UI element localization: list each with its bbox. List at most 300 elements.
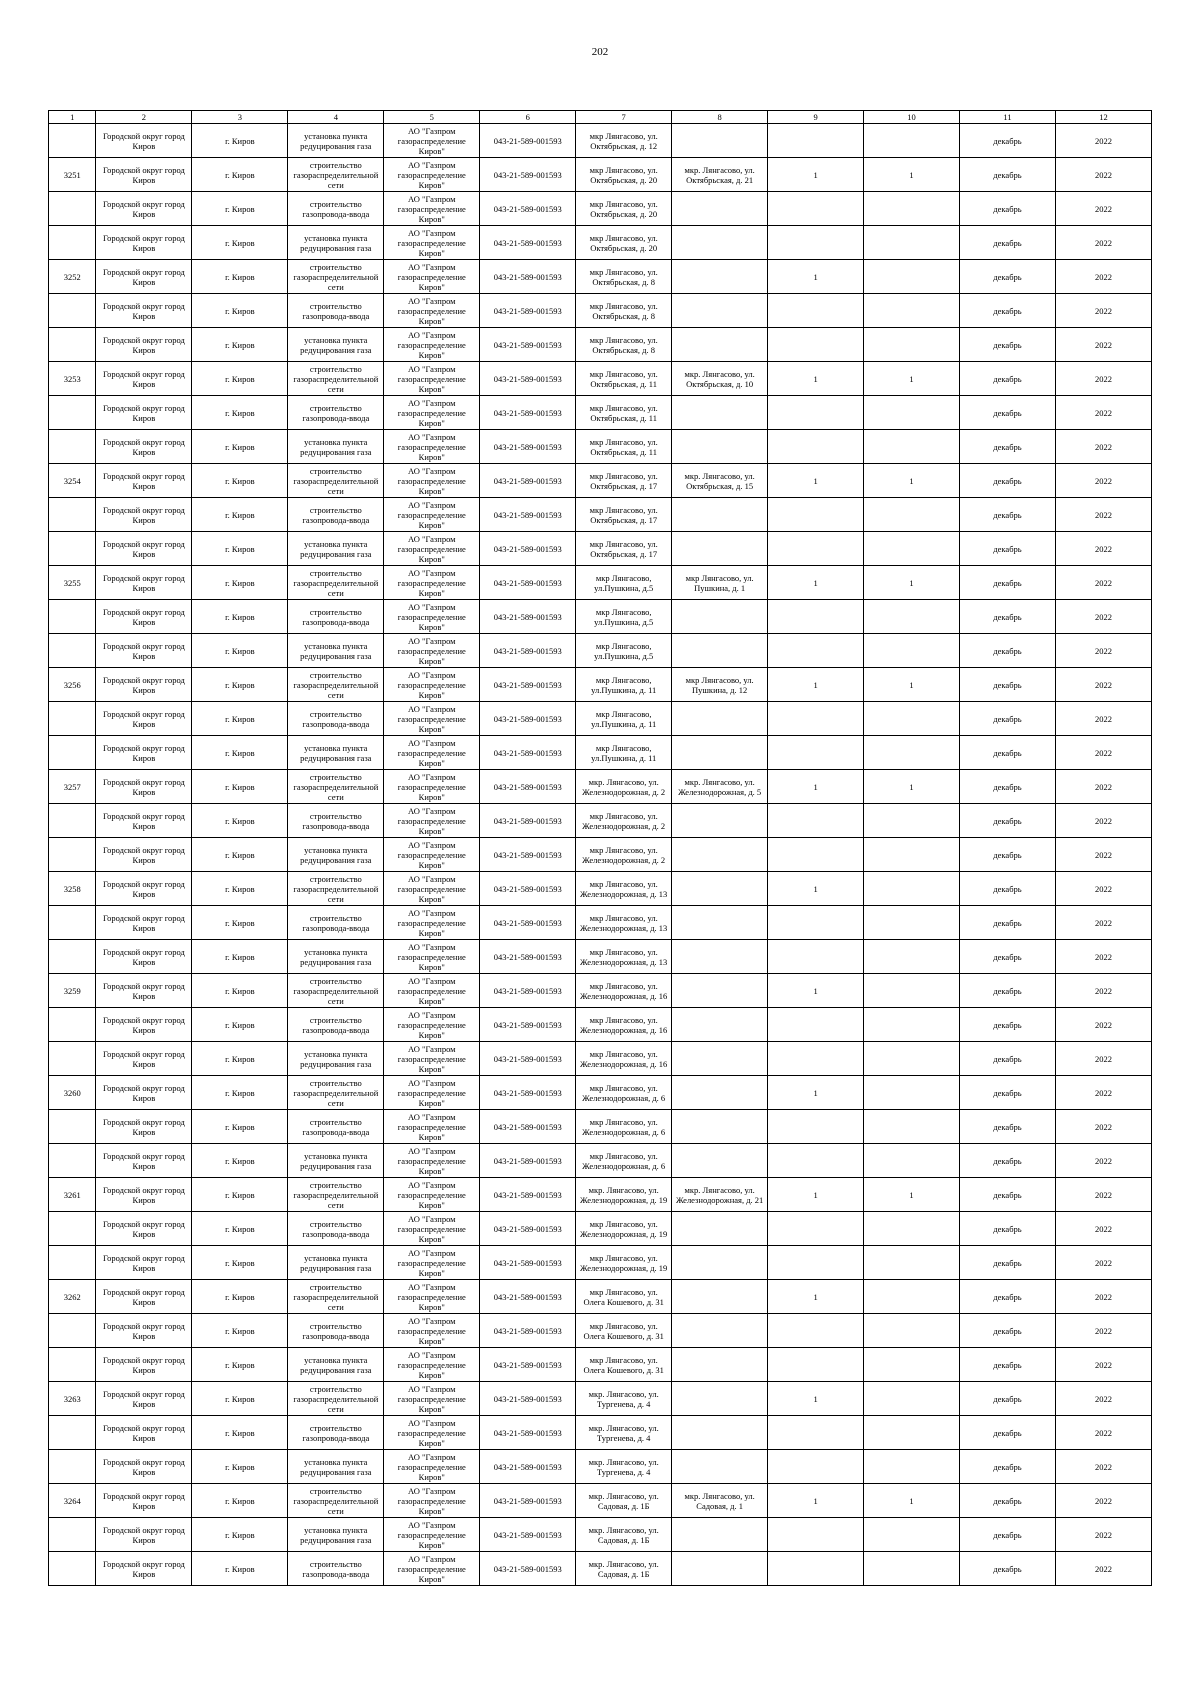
table-cell-col-10 xyxy=(864,974,960,1008)
cell-text: декабрь xyxy=(993,305,1022,316)
cell-text: г. Киров xyxy=(225,1223,255,1234)
cell-text: Городской округ город Киров xyxy=(102,606,185,627)
table-cell-col-6 xyxy=(480,124,576,158)
table-cell-col-5 xyxy=(384,1450,480,1484)
cell-text: строительство газопровода-ввода xyxy=(302,300,370,321)
cell-text: 043-21-589-001593 xyxy=(493,1291,562,1302)
table-cell-col-1 xyxy=(49,634,96,668)
cell-text: Городской округ город Киров xyxy=(102,1286,185,1307)
table-cell-col-10 xyxy=(864,396,960,430)
table-cell-col-7 xyxy=(576,1484,672,1518)
table-cell-col-4 xyxy=(288,1042,384,1076)
table-cell-col-7 xyxy=(576,940,672,974)
table-cell-col-5 xyxy=(384,464,480,498)
column-header-10: 10 xyxy=(864,111,960,124)
table-cell-col-2 xyxy=(96,634,192,668)
cell-text: Городской округ город Киров xyxy=(102,674,185,695)
table-cell-col-5 xyxy=(384,974,480,1008)
cell-text: 1 xyxy=(813,373,818,384)
cell-text: 043-21-589-001593 xyxy=(493,985,562,996)
table-cell-col-11 xyxy=(960,498,1056,532)
cell-text: АО "Газпром газораспределение Киров" xyxy=(397,771,466,802)
cell-text: 2022 xyxy=(1094,237,1112,248)
table-cell-col-12 xyxy=(1055,838,1151,872)
cell-text: декабрь xyxy=(993,1155,1022,1166)
table-cell-col-1 xyxy=(49,226,96,260)
table-cell-col-2 xyxy=(96,1076,192,1110)
table-cell-col-2 xyxy=(96,328,192,362)
table-cell-col-7 xyxy=(576,906,672,940)
table-cell-col-9 xyxy=(768,192,864,226)
table-cell-col-9 xyxy=(768,566,864,600)
table-cell-col-7 xyxy=(576,1178,672,1212)
cell-text: 043-21-589-001593 xyxy=(493,1019,562,1030)
cell-text: мкр Лянгасово, ул. Олега Кошевого, д. 31 xyxy=(583,1320,664,1341)
cell-text: 1 xyxy=(813,169,818,180)
cell-text: АО "Газпром газораспределение Киров" xyxy=(397,533,466,564)
cell-text: мкр. Лянгасово, ул. Тургенева, д. 4 xyxy=(588,1456,659,1477)
cell-text: мкр Лянгасово, ул. Октябрьская, д. 12 xyxy=(589,130,658,151)
cell-text: Городской округ город Киров xyxy=(102,1252,185,1273)
cell-text: 043-21-589-001593 xyxy=(493,543,562,554)
cell-text: 2022 xyxy=(1094,781,1112,792)
table-cell-col-1 xyxy=(49,430,96,464)
cell-text: АО "Газпром газораспределение Киров" xyxy=(397,567,466,598)
cell-text: мкр Лянгасово, ул. Октябрьская, д. 8 xyxy=(589,334,658,355)
gas-network-table xyxy=(48,110,1152,1586)
table-cell-col-11 xyxy=(960,1280,1056,1314)
cell-text: 043-21-589-001593 xyxy=(493,135,562,146)
table-row xyxy=(49,464,1152,498)
cell-text: мкр. Лянгасово, ул. Тургенева, д. 4 xyxy=(588,1422,659,1443)
table-cell-col-1 xyxy=(49,1314,96,1348)
table-cell-col-1 xyxy=(49,1076,96,1110)
table-cell-col-12 xyxy=(1055,396,1151,430)
table-cell-col-11 xyxy=(960,260,1056,294)
table-cell-col-4 xyxy=(288,1450,384,1484)
table-cell-col-4 xyxy=(288,668,384,702)
cell-text: г. Киров xyxy=(225,1393,255,1404)
table-cell-col-7 xyxy=(576,430,672,464)
table-cell-col-12 xyxy=(1055,872,1151,906)
table-cell-col-8 xyxy=(672,838,768,872)
column-header-12: 12 xyxy=(1055,111,1151,124)
cell-text: мкр. Лянгасово, ул. Садовая, д. 1Б xyxy=(588,1558,659,1579)
table-cell-col-8 xyxy=(672,1280,768,1314)
cell-text: декабрь xyxy=(993,373,1022,384)
table-cell-col-7 xyxy=(576,736,672,770)
table-row xyxy=(49,158,1152,192)
table-cell-col-6 xyxy=(480,634,576,668)
table-cell-col-6 xyxy=(480,906,576,940)
table-cell-col-7 xyxy=(576,1144,672,1178)
cell-text: АО "Газпром газораспределение Киров" xyxy=(397,1145,466,1176)
table-cell-col-4 xyxy=(288,1518,384,1552)
cell-text: 1 xyxy=(909,169,914,180)
cell-text: декабрь xyxy=(993,1495,1022,1506)
table-cell-col-6 xyxy=(480,1552,576,1586)
cell-text: АО "Газпром газораспределение Киров" xyxy=(397,261,466,292)
cell-text: строительство газораспределительной сети xyxy=(293,1077,379,1108)
cell-text: мкр. Лянгасово, ул. Тургенева, д. 4 xyxy=(588,1388,659,1409)
table-cell-col-1 xyxy=(49,158,96,192)
cell-text: 043-21-589-001593 xyxy=(493,611,562,622)
table-cell-col-3 xyxy=(192,1484,288,1518)
cell-text: 2022 xyxy=(1094,441,1112,452)
table-cell-col-2 xyxy=(96,226,192,260)
column-header-6: 6 xyxy=(480,111,576,124)
table-cell-col-6 xyxy=(480,430,576,464)
table-cell-col-2 xyxy=(96,1110,192,1144)
cell-text: г. Киров xyxy=(225,917,255,928)
table-cell-col-4 xyxy=(288,192,384,226)
table-cell-col-10 xyxy=(864,804,960,838)
cell-text: АО "Газпром газораспределение Киров" xyxy=(397,159,466,190)
cell-text: 1 xyxy=(813,271,818,282)
cell-text: 043-21-589-001593 xyxy=(493,781,562,792)
table-cell-col-6 xyxy=(480,294,576,328)
table-cell-col-6 xyxy=(480,940,576,974)
cell-text: АО "Газпром газораспределение Киров" xyxy=(397,295,466,326)
cell-text: декабрь xyxy=(993,1393,1022,1404)
cell-text: мкр Лянгасово, ул. Железнодорожная, д. 16 xyxy=(580,1048,668,1069)
table-cell-col-12 xyxy=(1055,1382,1151,1416)
table-cell-col-4 xyxy=(288,1144,384,1178)
table-cell-col-10 xyxy=(864,1416,960,1450)
table-cell-col-2 xyxy=(96,566,192,600)
table-cell-col-4 xyxy=(288,736,384,770)
cell-text: 043-21-589-001593 xyxy=(493,1189,562,1200)
table-cell-col-3 xyxy=(192,566,288,600)
table-cell-col-4 xyxy=(288,294,384,328)
cell-text: 043-21-589-001593 xyxy=(493,237,562,248)
table-cell-col-10 xyxy=(864,1280,960,1314)
cell-text: 043-21-589-001593 xyxy=(493,203,562,214)
table-cell-col-12 xyxy=(1055,260,1151,294)
cell-text: г. Киров xyxy=(225,1495,255,1506)
table-cell-col-1 xyxy=(49,1280,96,1314)
table-cell-col-3 xyxy=(192,736,288,770)
cell-text: г. Киров xyxy=(225,1257,255,1268)
table-cell-col-11 xyxy=(960,634,1056,668)
cell-text: 2022 xyxy=(1094,1393,1112,1404)
cell-text: 2022 xyxy=(1094,577,1112,588)
table-cell-col-4 xyxy=(288,1246,384,1280)
table-cell-col-2 xyxy=(96,668,192,702)
table-cell-col-6 xyxy=(480,532,576,566)
table-cell-col-3 xyxy=(192,124,288,158)
column-header-1: 1 xyxy=(49,111,96,124)
table-cell-col-11 xyxy=(960,1246,1056,1280)
cell-text: мкр Лянгасово, ул. Октябрьская, д. 8 xyxy=(589,266,658,287)
cell-text: 2022 xyxy=(1094,475,1112,486)
table-cell-col-4 xyxy=(288,464,384,498)
table-cell-col-4 xyxy=(288,1484,384,1518)
cell-text: мкр Лянгасово, ул. Октябрьская, д. 11 xyxy=(589,402,658,423)
table-cell-col-1 xyxy=(49,566,96,600)
cell-text: 043-21-589-001593 xyxy=(493,747,562,758)
table-cell-col-3 xyxy=(192,1416,288,1450)
table-cell-col-1 xyxy=(49,498,96,532)
table-cell-col-9 xyxy=(768,124,864,158)
cell-text: АО "Газпром газораспределение Киров" xyxy=(397,1519,466,1550)
cell-text: 2022 xyxy=(1094,1461,1112,1472)
cell-text: Городской округ город Киров xyxy=(102,1014,185,1035)
table-cell-col-2 xyxy=(96,974,192,1008)
cell-text: мкр Лянгасово, ул. Железнодорожная, д. 16 xyxy=(580,980,668,1001)
table-cell-col-12 xyxy=(1055,328,1151,362)
cell-text: 2022 xyxy=(1094,373,1112,384)
table-cell-col-2 xyxy=(96,1144,192,1178)
table-cell-col-4 xyxy=(288,1348,384,1382)
table-cell-col-6 xyxy=(480,1382,576,1416)
cell-text: декабрь xyxy=(993,475,1022,486)
table-cell-col-3 xyxy=(192,396,288,430)
cell-text: АО "Газпром газораспределение Киров" xyxy=(397,1281,466,1312)
cell-text: декабрь xyxy=(993,1427,1022,1438)
table-cell-col-2 xyxy=(96,736,192,770)
table-cell-col-1 xyxy=(49,1552,96,1586)
cell-text: Городской округ город Киров xyxy=(102,912,185,933)
table-cell-col-3 xyxy=(192,1246,288,1280)
cell-text: 2022 xyxy=(1094,951,1112,962)
cell-text: г. Киров xyxy=(225,645,255,656)
table-cell-col-11 xyxy=(960,1212,1056,1246)
cell-text: 043-21-589-001593 xyxy=(493,679,562,690)
table-cell-col-2 xyxy=(96,1314,192,1348)
table-cell-col-5 xyxy=(384,1518,480,1552)
cell-text: строительство газораспределительной сети xyxy=(293,159,379,190)
table-cell-col-12 xyxy=(1055,1416,1151,1450)
cell-text: мкр Лянгасово, ул.Пушкина, д.5 xyxy=(594,606,654,627)
table-cell-col-10 xyxy=(864,328,960,362)
table-cell-col-1 xyxy=(49,1110,96,1144)
cell-text: АО "Газпром газораспределение Киров" xyxy=(397,1451,466,1482)
table-cell-col-12 xyxy=(1055,974,1151,1008)
table-row xyxy=(49,1314,1152,1348)
table-cell-col-6 xyxy=(480,872,576,906)
cell-text: 043-21-589-001593 xyxy=(493,645,562,656)
table-cell-col-6 xyxy=(480,1450,576,1484)
table-cell-col-4 xyxy=(288,634,384,668)
table-cell-col-9 xyxy=(768,1314,864,1348)
table-cell-col-1 xyxy=(49,974,96,1008)
table-cell-col-9 xyxy=(768,634,864,668)
table-cell-col-9 xyxy=(768,906,864,940)
table-cell-col-4 xyxy=(288,906,384,940)
table-cell-col-12 xyxy=(1055,1484,1151,1518)
cell-text: 2022 xyxy=(1094,815,1112,826)
cell-text: мкр. Лянгасово, ул. Садовая, д. 1 xyxy=(684,1490,755,1511)
table-cell-col-3 xyxy=(192,498,288,532)
cell-text: мкр. Лянгасово, ул. Железнодорожная, д. 21 xyxy=(675,1184,764,1205)
cell-text: декабрь xyxy=(993,1529,1022,1540)
table-cell-col-12 xyxy=(1055,192,1151,226)
table-cell-col-4 xyxy=(288,260,384,294)
table-cell-col-9 xyxy=(768,1246,864,1280)
cell-text: декабрь xyxy=(993,985,1022,996)
table-cell-col-1 xyxy=(49,1416,96,1450)
cell-text: г. Киров xyxy=(225,1291,255,1302)
table-cell-col-7 xyxy=(576,260,672,294)
cell-text: декабрь xyxy=(993,1087,1022,1098)
table-cell-col-3 xyxy=(192,328,288,362)
table-cell-col-2 xyxy=(96,1042,192,1076)
cell-text: АО "Газпром газораспределение Киров" xyxy=(397,1077,466,1108)
table-cell-col-8 xyxy=(672,294,768,328)
cell-text: 3259 xyxy=(63,985,81,996)
table-cell-col-4 xyxy=(288,498,384,532)
cell-text: мкр Лянгасово, ул. Железнодорожная, д. 6 xyxy=(582,1150,666,1171)
cell-text: Городской округ город Киров xyxy=(102,402,185,423)
table-cell-col-10 xyxy=(864,1042,960,1076)
cell-text: 2022 xyxy=(1094,407,1112,418)
cell-text: АО "Газпром газораспределение Киров" xyxy=(397,499,466,530)
table-cell-col-10 xyxy=(864,1518,960,1552)
table-cell-col-11 xyxy=(960,1348,1056,1382)
cell-text: 043-21-589-001593 xyxy=(493,917,562,928)
table-cell-col-4 xyxy=(288,770,384,804)
table-row xyxy=(49,362,1152,396)
table-cell-col-2 xyxy=(96,1552,192,1586)
table-cell-col-5 xyxy=(384,260,480,294)
cell-text: строительство газораспределительной сети xyxy=(293,465,379,496)
cell-text: Городской округ город Киров xyxy=(102,1184,185,1205)
cell-text: Городской округ город Киров xyxy=(102,844,185,865)
table-cell-col-1 xyxy=(49,906,96,940)
cell-text: г. Киров xyxy=(225,543,255,554)
cell-text: г. Киров xyxy=(225,1427,255,1438)
table-cell-col-8 xyxy=(672,1518,768,1552)
table-row xyxy=(49,1008,1152,1042)
table-row xyxy=(49,396,1152,430)
table-cell-col-12 xyxy=(1055,634,1151,668)
table-cell-col-12 xyxy=(1055,1008,1151,1042)
table-cell-col-10 xyxy=(864,124,960,158)
table-cell-col-7 xyxy=(576,872,672,906)
cell-text: 3260 xyxy=(63,1087,81,1098)
cell-text: 1 xyxy=(813,1393,818,1404)
table-cell-col-3 xyxy=(192,668,288,702)
cell-text: 2022 xyxy=(1094,509,1112,520)
table-cell-col-6 xyxy=(480,566,576,600)
table-cell-col-4 xyxy=(288,1178,384,1212)
table-cell-col-4 xyxy=(288,430,384,464)
table-cell-col-9 xyxy=(768,770,864,804)
table-cell-col-2 xyxy=(96,1450,192,1484)
table-cell-col-7 xyxy=(576,498,672,532)
table-cell-col-10 xyxy=(864,464,960,498)
cell-text: декабрь xyxy=(993,1121,1022,1132)
table-cell-col-7 xyxy=(576,1008,672,1042)
table-cell-col-5 xyxy=(384,838,480,872)
cell-text: 043-21-589-001593 xyxy=(493,271,562,282)
table-cell-col-3 xyxy=(192,1518,288,1552)
table-cell-col-4 xyxy=(288,1382,384,1416)
table-cell-col-1 xyxy=(49,260,96,294)
table-cell-col-7 xyxy=(576,566,672,600)
table-cell-col-12 xyxy=(1055,464,1151,498)
table-cell-col-1 xyxy=(49,1042,96,1076)
cell-text: установка пункта редуцирования газа xyxy=(300,538,372,559)
table-cell-col-3 xyxy=(192,260,288,294)
cell-text: декабрь xyxy=(993,917,1022,928)
table-cell-col-8 xyxy=(672,1144,768,1178)
table-cell-col-1 xyxy=(49,124,96,158)
table-cell-col-8 xyxy=(672,1416,768,1450)
cell-text: 1 xyxy=(909,1495,914,1506)
table-cell-col-9 xyxy=(768,294,864,328)
table-cell-col-8 xyxy=(672,1178,768,1212)
cell-text: мкр Лянгасово, ул. Железнодорожная, д. 13 xyxy=(580,912,668,933)
table-cell-col-10 xyxy=(864,260,960,294)
cell-text: Городской округ город Киров xyxy=(102,538,185,559)
table-cell-col-12 xyxy=(1055,1076,1151,1110)
table-cell-col-4 xyxy=(288,838,384,872)
cell-text: мкр. Лянгасово, ул. Октябрьская, д. 15 xyxy=(684,470,755,491)
cell-text: АО "Газпром газораспределение Киров" xyxy=(397,1179,466,1210)
cell-text: 2022 xyxy=(1094,1087,1112,1098)
cell-text: 2022 xyxy=(1094,883,1112,894)
cell-text: 1 xyxy=(813,679,818,690)
table-row xyxy=(49,1416,1152,1450)
table-cell-col-8 xyxy=(672,1246,768,1280)
table-cell-col-4 xyxy=(288,940,384,974)
table-cell-col-3 xyxy=(192,226,288,260)
cell-text: 3252 xyxy=(63,271,81,282)
cell-text: 043-21-589-001593 xyxy=(493,713,562,724)
cell-text: декабрь xyxy=(993,849,1022,860)
table-cell-col-8 xyxy=(672,1076,768,1110)
cell-text: 2022 xyxy=(1094,203,1112,214)
table-cell-col-6 xyxy=(480,226,576,260)
table-row xyxy=(49,1076,1152,1110)
cell-text: 043-21-589-001593 xyxy=(493,1121,562,1132)
cell-text: установка пункта редуцирования газа xyxy=(300,1524,372,1545)
cell-text: Городской округ город Киров xyxy=(102,198,185,219)
table-cell-col-4 xyxy=(288,328,384,362)
table-cell-col-8 xyxy=(672,566,768,600)
table-cell-col-3 xyxy=(192,1042,288,1076)
cell-text: мкр Лянгасово, ул. Железнодорожная, д. 19 xyxy=(580,1252,668,1273)
table-cell-col-10 xyxy=(864,736,960,770)
table-cell-col-4 xyxy=(288,566,384,600)
table-cell-col-7 xyxy=(576,668,672,702)
cell-text: мкр Лянгасово, ул.Пушкина, д. 11 xyxy=(591,674,657,695)
table-cell-col-7 xyxy=(576,158,672,192)
cell-text: АО "Газпром газораспределение Киров" xyxy=(397,1349,466,1380)
table-cell-col-3 xyxy=(192,464,288,498)
table-cell-col-1 xyxy=(49,294,96,328)
table-cell-col-6 xyxy=(480,974,576,1008)
cell-text: 043-21-589-001593 xyxy=(493,373,562,384)
table-cell-col-6 xyxy=(480,1008,576,1042)
table-cell-col-3 xyxy=(192,1212,288,1246)
table-cell-col-7 xyxy=(576,600,672,634)
table-cell-col-4 xyxy=(288,1552,384,1586)
table-cell-col-7 xyxy=(576,1076,672,1110)
table-cell-col-6 xyxy=(480,192,576,226)
table-cell-col-12 xyxy=(1055,1552,1151,1586)
table-row xyxy=(49,260,1152,294)
cell-text: 2022 xyxy=(1094,305,1112,316)
column-header-11: 11 xyxy=(960,111,1056,124)
table-cell-col-3 xyxy=(192,600,288,634)
cell-text: Городской округ город Киров xyxy=(102,640,185,661)
table-cell-col-7 xyxy=(576,1348,672,1382)
table-cell-col-11 xyxy=(960,1518,1056,1552)
table-cell-col-4 xyxy=(288,1314,384,1348)
